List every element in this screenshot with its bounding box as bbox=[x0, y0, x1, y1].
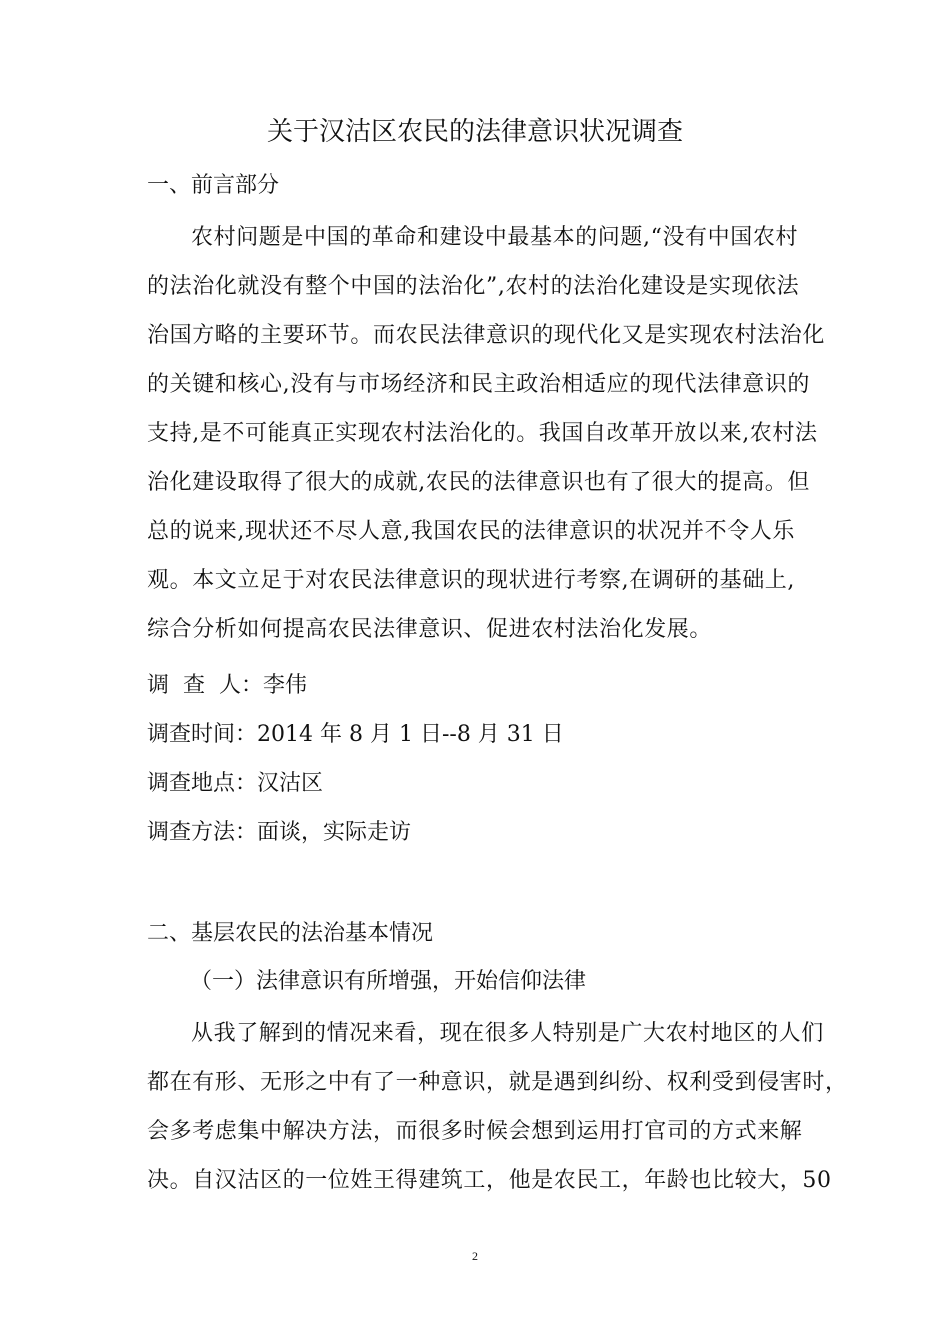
section-heading-preface: 一、前言部分 bbox=[147, 173, 280, 198]
paragraph-line: 支持,是不可能真正实现农村法治化的。我国自改革开放以来,农村法 bbox=[147, 421, 818, 446]
paragraph-line: 的法治化就没有整个中国的法治化”,农村的法治化建设是实现依法 bbox=[147, 274, 800, 299]
page-number: 2 bbox=[472, 1249, 478, 1263]
paragraph-line: 都在有形、无形之中有了一种意识，就是遇到纠纷、权利受到侵害时， bbox=[147, 1070, 848, 1095]
subsection-heading: （一）法律意识有所增强，开始信仰法律 bbox=[190, 969, 587, 994]
paragraph-line: 治国方略的主要环节。而农民法律意识的现代化又是实现农村法治化 bbox=[147, 323, 826, 348]
investigator-field: 调 查 人：李伟 bbox=[147, 673, 307, 698]
paragraph-line: 治化建设取得了很大的成就,农民的法律意识也有了很大的提高。但 bbox=[147, 470, 810, 495]
survey-location-field: 调查地点：汉沽区 bbox=[147, 771, 324, 796]
paragraph-line: 总的说来,现状还不尽人意,我国农民的法律意识的状况并不令人乐 bbox=[147, 519, 795, 544]
paragraph-line: 从我了解到的情况来看，现在很多人特别是广大农村地区的人们 bbox=[191, 1021, 824, 1046]
paragraph-line: 综合分析如何提高农民法律意识、促进农村法治化发展。 bbox=[147, 617, 713, 642]
paragraph-line: 观。本文立足于对农民法律意识的现状进行考察,在调研的基础上, bbox=[147, 568, 795, 593]
survey-method-field: 调查方法：面谈，实际走访 bbox=[147, 820, 412, 845]
document-title: 关于汉沽区农民的法律意识状况调查 bbox=[266, 117, 683, 147]
section-heading-basic-situation: 二、基层农民的法治基本情况 bbox=[147, 921, 434, 946]
paragraph-line: 的关键和核心,没有与市场经济和民主政治相适应的现代法律意识的 bbox=[147, 372, 810, 397]
paragraph-line: 会多考虑集中解决方法，而很多时候会想到运用打官司的方式来解 bbox=[147, 1119, 803, 1144]
survey-time-field: 调查时间：2014 年 8 月 1 日--8 月 31 日 bbox=[147, 722, 564, 747]
paragraph-line: 决。自汉沽区的一位姓王得建筑工，他是农民工，年龄也比较大，50 bbox=[147, 1168, 832, 1193]
paragraph-line: 农村问题是中国的革命和建设中最基本的问题,“没有中国农村 bbox=[191, 225, 799, 250]
